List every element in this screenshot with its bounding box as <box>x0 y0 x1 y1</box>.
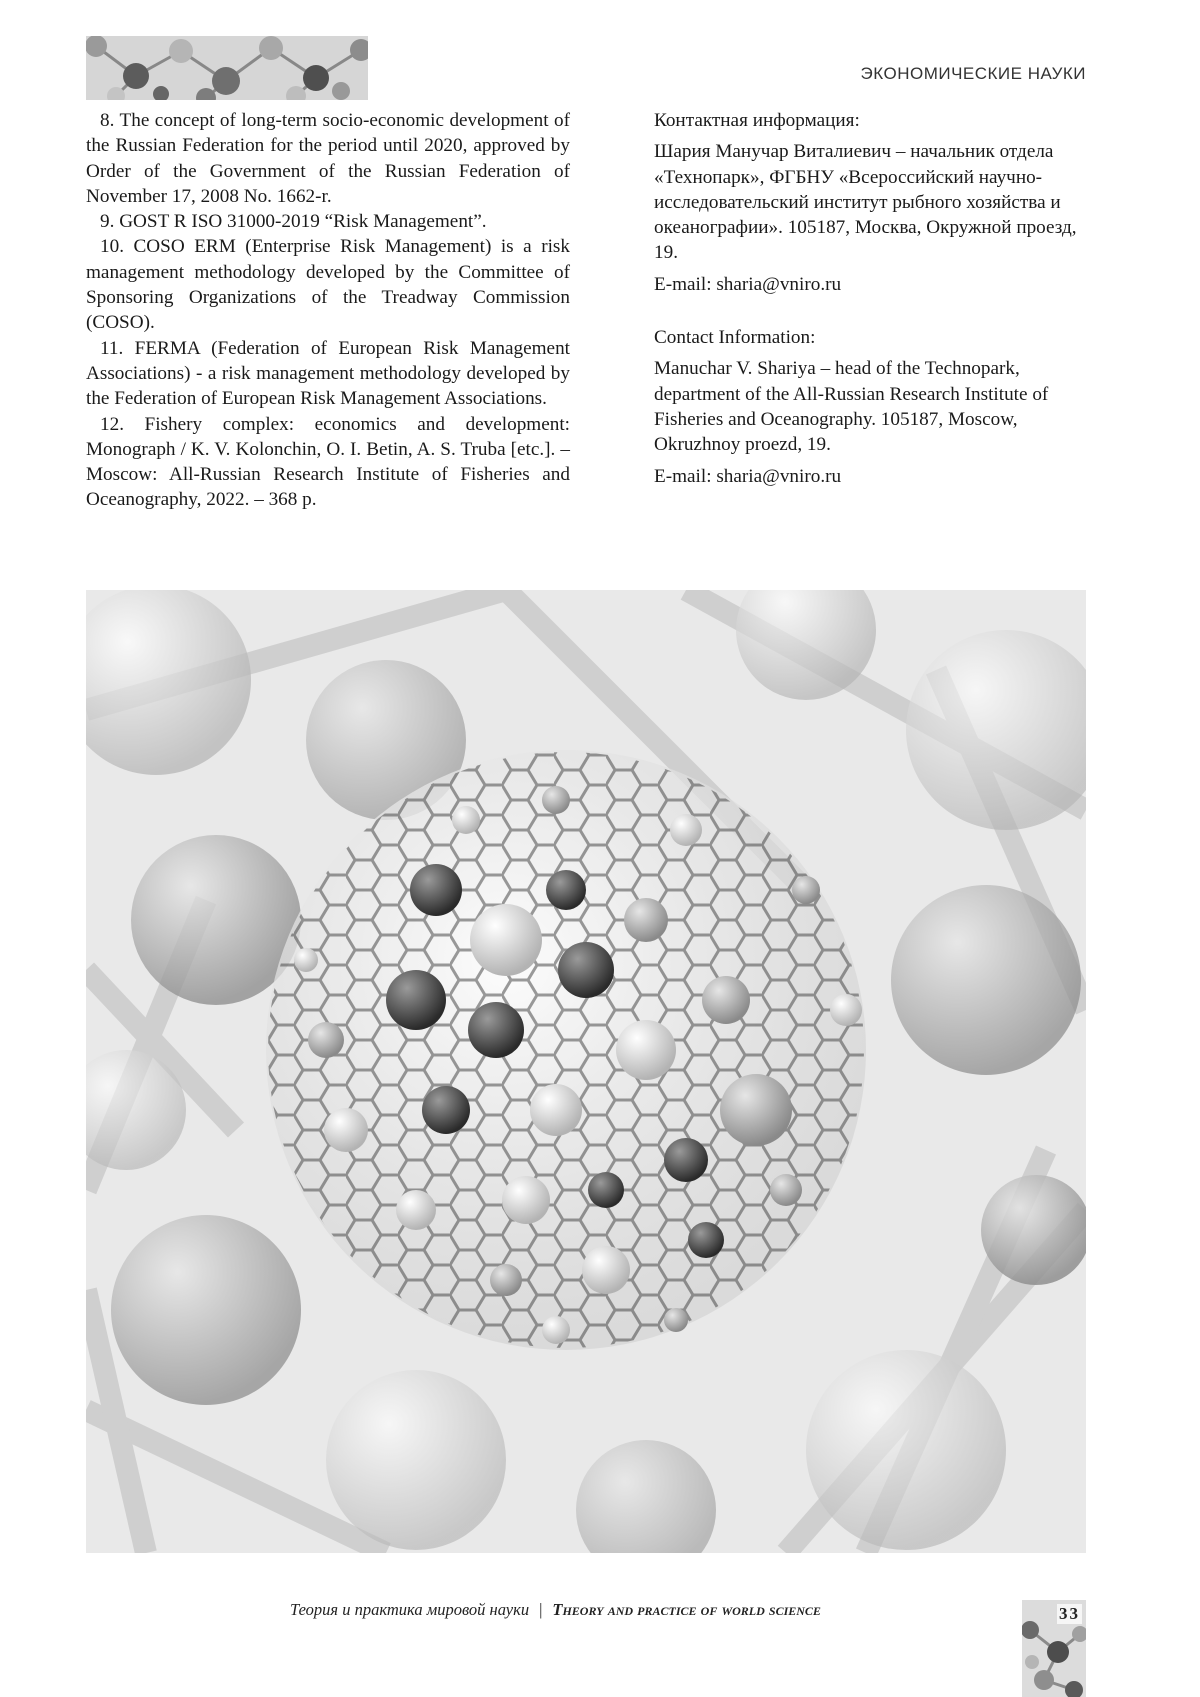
journal-title-ru: Теория и практика мировой науки <box>290 1600 530 1619</box>
contact-body-en: Manuchar V. Shariya – head of the Technopark, department of the All-Russian Research Institute of Fisheries and Oceanography. 105187, Moscow, Okruzhnoy proezd, 19. <box>654 358 1049 456</box>
page-number: 33 <box>1059 1604 1080 1623</box>
contact-heading-ru: Контактная информация: <box>654 110 860 131</box>
fullerene-illustration <box>86 590 1086 1553</box>
molecule-banner-graphic <box>86 36 368 100</box>
header-molecule-banner <box>86 36 368 100</box>
contact-heading-en: Contact Information: <box>654 327 816 349</box>
contact-body-ru: Шария Манучар Виталиевич – начальник отдела «Технопарк», ФГБНУ «Всероссийский научно-исследовательский институт рыбного хозяйства и океанографии». 105187, Москва, Окружной проезд, 19. <box>654 141 1077 264</box>
journal-title-en: Theory and practice of world science <box>552 1600 821 1619</box>
fullerene-graphic <box>86 590 1086 1553</box>
footer-separator: | <box>539 1600 543 1619</box>
section-label: ЭКОНОМИЧЕСКИЕ НАУКИ <box>860 64 1086 83</box>
reference-item: 12. Fishery complex: economics and development: Monograph / K. V. Kolonchin, O. I. Betin, A. S. Truba [etc.]. – Moscow: All-Russian Research Institute of Fisheries and Oceanography, 2022. – 368 p. <box>86 413 570 511</box>
contact-email-en[interactable]: E-mail: sharia@vniro.ru <box>654 465 842 487</box>
contact-email-ru[interactable]: E-mail: sharia@vniro.ru <box>654 273 842 295</box>
references-list <box>86 108 570 513</box>
journal-footer <box>290 1600 930 1620</box>
reference-item: 8. The concept of long-term socio-economic development of the Russian Federation for the period until 2020, approved by Order of the Government of the Russian Federation of November 17, 2008 No. 1662-r. <box>86 110 570 207</box>
contact-info <box>654 108 1100 489</box>
reference-item: 9. GOST R ISO 31000-2019 “Risk Management”. <box>100 211 487 233</box>
reference-item: 10. COSO ERM (Enterprise Risk Management) is a risk management methodology developed by the Committee of Sponsoring Organizations of the Treadway Commission (COSO). <box>86 236 570 334</box>
reference-item: 11. FERMA (Federation of European Risk Management Associations) - a risk management methodology developed by the Federation of European Risk Management Associations. <box>86 337 570 410</box>
page-number-box <box>1022 1600 1086 1697</box>
